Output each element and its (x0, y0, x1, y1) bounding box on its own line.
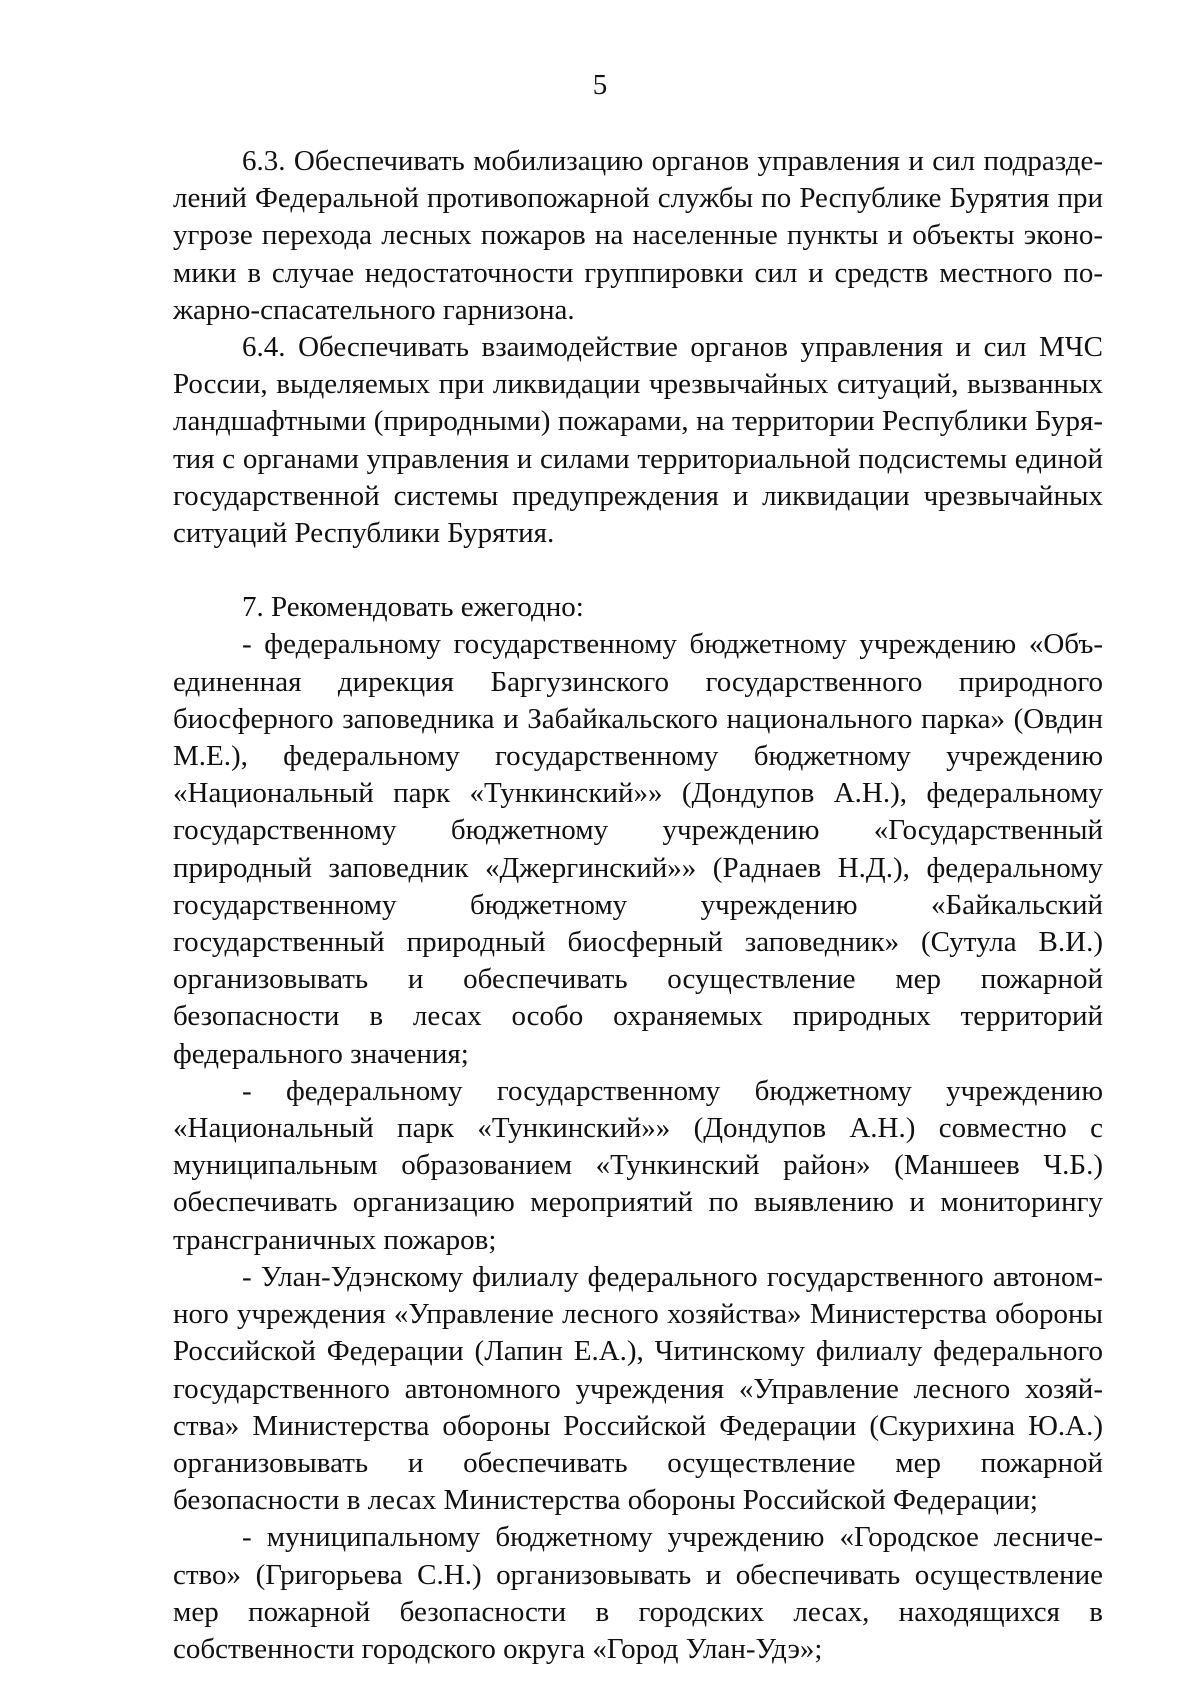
paragraph-spacer (173, 552, 1103, 589)
page-number: 5 (592, 69, 608, 101)
document-body (173, 143, 1103, 1668)
paragraph-7-item-federal-reserves: - федеральному государственному бюджетному учреждению «Объединенная дирекция Баргузинского государственного природного биосферного заповедника и Забайкальского национального парка» (Овдин М.Е.), федеральному государственному бюджетному учреждению «Национальный парк «Тункинский»» (Дондупов А.Н.), федеральному государственному бюджетному учреждению «Государственный природный заповедник «Джергинский»» (Раднаев Н.Д.), федеральному государственному бюджетному учреждению «Байкальский государственный природный биосферный заповедник» (Сутула В.И.) организовывать и обеспечивать осуществление мер пожарной безопасности в лесах особо охраняемых природных территорий федерального значения; (173, 628, 1103, 1070)
paragraph-6-3: 6.3. Обеспечивать мобилизацию органов управления и сил подразделений Федеральной противопожарной службы по Республике Бурятия при угрозе перехода лесных пожаров на населенные пункты и объекты экономики в случае недостаточности группировки сил и средств местного пожарно-спасательного гарнизона. (173, 145, 1103, 326)
paragraph-7-item-defense-forestry: - Улан-Удэнскому филиалу федерального государственного автономного учреждения «Управление лесного хозяйства» Министерства обороны Российской Федерации (Лапин Е.А.), Читинскому филиалу федерального государственного автономного учреждения «Управление лесного хозяйства» Министерства обороны Российской Федерации (Скурихина Ю.А.) организовывать и обеспечивать осуществление мер пожарной безопасности в лесах Министерства обороны Российской Федерации; (173, 1260, 1103, 1517)
paragraph-7-item-tunkinsky-park: - федеральному государственному бюджетному учреждению «Национальный парк «Тункинский»» (Дондупов А.Н.) совместно с муниципальным образованием «Тункинский район» (Маншеев Ч.Б.) обеспечивать организацию мероприятий по выявлению и мониторингу трансграничных пожаров; (173, 1074, 1103, 1256)
paragraph-7-item-city-forestry: - муниципальному бюджетному учреждению «Городское лесничество» (Григорьева С.Н.) организовывать и обеспечивать осуществление мер пожарной безопасности в городских лесах, находящихся в собственности городского округа «Город Улан-Удэ»; (173, 1521, 1103, 1665)
paragraph-6-4: 6.4. Обеспечивать взаимодействие органов управления и сил МЧС России, выделяемых при ликвидации чрезвычайных ситуаций, вызванных ландшафтными (природными) пожарами, на территории Республики Бурятия с органами управления и силами территориальной подсистемы единой государственной системы предупреждения и ликвидации чрезвычайных ситуаций Республики Бурятия. (173, 331, 1103, 550)
paragraph-7: 7. Рекомендовать ежегодно: (242, 591, 584, 624)
